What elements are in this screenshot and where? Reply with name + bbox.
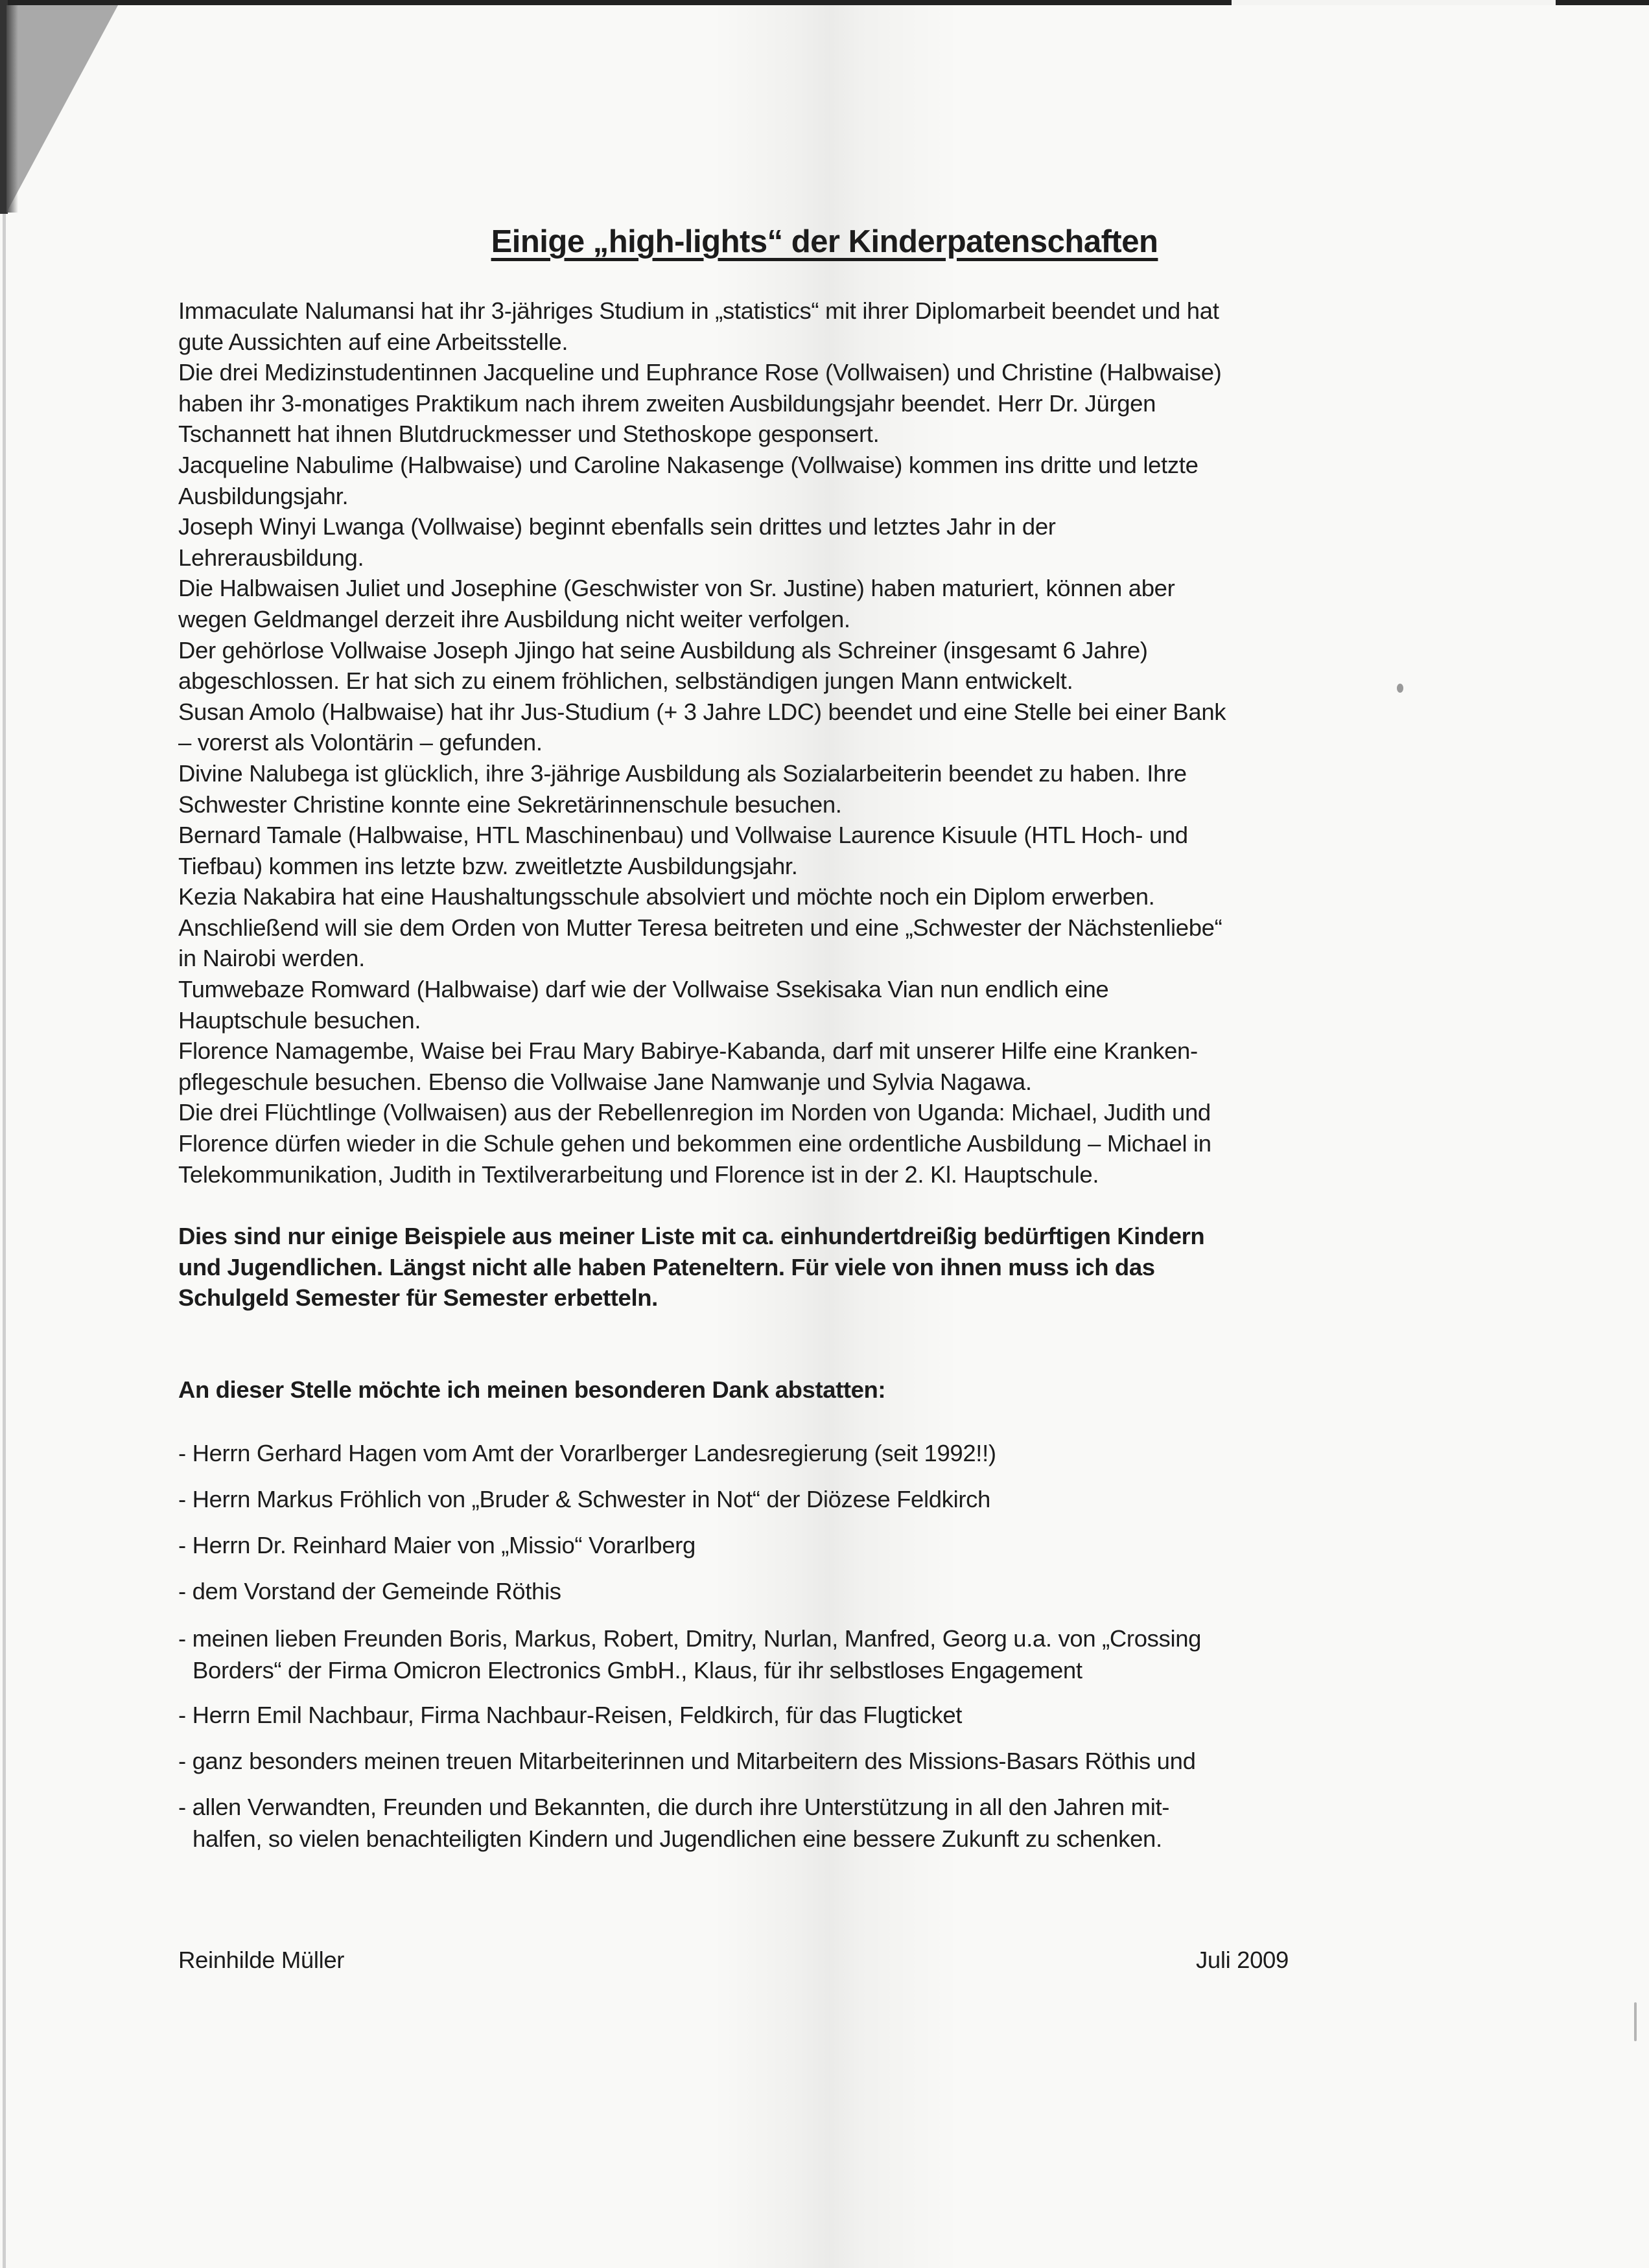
body-line: Schwester Christine konnte eine Sekretärinnenschule besuchen. [178,791,842,818]
body-line: Jacqueline Nabulime (Halbwaise) und Caroline Nakasenge (Vollwaise) kommen ins dritte und letzte [178,451,1199,478]
signature: Reinhilde Müller [178,1947,345,1973]
body-line: Hauptschule besuchen. [178,1006,421,1034]
body-line: Joseph Winyi Lwanga (Vollwaise) beginnt ebenfalls sein drittes und letztes Jahr in der [178,513,1056,540]
highlights-body [178,295,1468,1190]
summary-paragraph [178,1221,1468,1313]
body-line: Die drei Flüchtlinge (Vollwaisen) aus der Rebellenregion im Norden von Uganda: Michael, Judith und [178,1099,1211,1126]
body-line: in Nairobi werden. [178,945,365,972]
thanks-item-text: - allen Verwandten, Freunden und Bekannten, die durch ihre Unterstützung in all den Jahren mit- [178,1794,1170,1820]
body-line: Florence dürfen wieder in die Schule gehen und bekommen eine ordentliche Ausbildung – Michael in [178,1130,1211,1157]
scan-mark [1634,2002,1637,2041]
thanks-item-continuation: Borders“ der Firma Omicron Electronics GmbH., Klaus, für ihr selbstloses Engagement [193,1657,1082,1684]
scan-edge-left-thin [3,214,6,2268]
scan-edge-gap [1232,0,1556,5]
body-line: haben ihr 3-monatiges Praktikum nach ihrem zweiten Ausbildungsjahr beendet. Herr Dr. Jürgen [178,389,1156,417]
document-title: Einige „high-lights“ der Kinderpatenschaften [491,224,1158,259]
body-line: Die drei Medizinstudentinnen Jacqueline und Euphrance Rose (Vollwaisen) und Christine (Halbwaise) [178,359,1222,386]
thanks-item-text: - dem Vorstand der Gemeinde Röthis [178,1578,561,1604]
thanks-item [178,1437,996,1469]
thanks-item-text: - Herrn Dr. Reinhard Maier von „Missio“ Vorarlberg [178,1532,696,1558]
body-line: abgeschlossen. Er hat sich zu einem fröhlichen, selbständigen jungen Mann entwickelt. [178,667,1073,695]
body-line: – vorerst als Volontärin – gefunden. [178,729,543,756]
thanks-item [178,1575,561,1607]
body-line: Divine Nalubega ist glücklich, ihre 3-jährige Ausbildung als Sozialarbeiterin beendet zu haben. Ihre [178,759,1187,787]
folded-corner-shadow [6,5,18,213]
thanks-item-text: - Herrn Emil Nachbaur, Firma Nachbaur-Reisen, Feldkirch, für das Flugticket [178,1702,963,1728]
body-line: Die Halbwaisen Juliet und Josephine (Geschwister von Sr. Justine) haben maturiert, können aber [178,575,1175,602]
thanks-item [178,1699,962,1731]
body-line: Susan Amolo (Halbwaise) hat ihr Jus-Studium (+ 3 Jahre LDC) beendet und eine Stelle bei einer Bank [178,698,1226,725]
thanks-item [178,1623,1201,1686]
body-line: pflegeschule besuchen. Ebenso die Vollwaise Jane Namwanje und Sylvia Nagawa. [178,1068,1032,1095]
document-date: Juli 2009 [1196,1947,1289,1973]
body-line: Lehrerausbildung. [178,544,364,571]
folded-corner [6,5,118,213]
thanks-item [178,1483,990,1515]
thanks-item [178,1529,696,1561]
thanks-item-text: - ganz besonders meinen treuen Mitarbeiterinnen und Mitarbeitern des Missions-Basars Röthis und [178,1748,1196,1774]
body-line: Der gehörlose Vollwaise Joseph Jjingo hat seine Ausbildung als Schreiner (insgesamt 6 Jahre) [178,636,1148,664]
thanks-item-continuation: halfen, so vielen benachteiligten Kindern und Jugendlichen eine bessere Zukunft zu schenken. [193,1825,1162,1852]
body-line: gute Aussichten auf eine Arbeitsstelle. [178,328,568,355]
body-line: Ausbildungsjahr. [178,482,349,509]
body-line: wegen Geldmangel derzeit ihre Ausbildung nicht weiter verfolgen. [178,605,850,632]
body-line: Bernard Tamale (Halbwaise, HTL Maschinenbau) und Vollwaise Laurence Kisuule (HTL Hoch- und [178,822,1188,849]
thanks-item [178,1745,1196,1777]
thanks-item-text: - Herrn Gerhard Hagen vom Amt der Vorarlberger Landesregierung (seit 1992!!) [178,1440,996,1466]
summary-line: Schulgeld Semester für Semester erbetteln. [178,1284,658,1312]
body-line: Telekommunikation, Judith in Textilverarbeitung und Florence ist in der 2. Kl. Hauptschule. [178,1161,1099,1188]
body-line: Tiefbau) kommen ins letzte bzw. zweitletzte Ausbildungsjahr. [178,852,798,879]
body-line: Tschannett hat ihnen Blutdruckmesser und Stethoskope gesponsert. [178,421,880,448]
thanks-item [178,1791,1169,1855]
body-line: Tumwebaze Romward (Halbwaise) darf wie der Vollwaise Ssekisaka Vian nun endlich eine [178,976,1109,1003]
summary-line: und Jugendlichen. Längst nicht alle haben Pateneltern. Für viele von ihnen muss ich das [178,1253,1155,1280]
summary-line: Dies sind nur einige Beispiele aus meiner Liste mit ca. einhundertdreißig bedürftigen Kindern [178,1223,1205,1249]
body-line: Florence Namagembe, Waise bei Frau Mary Babirye-Kabanda, darf mit unserer Hilfe eine Kranken- [178,1037,1198,1065]
body-line: Anschließend will sie dem Orden von Mutter Teresa beitreten und eine „Schwester der Nächstenliebe“ [178,914,1222,941]
thanks-heading: An dieser Stelle möchte ich meinen besonderen Dank abstatten: [178,1376,886,1403]
body-line: Kezia Nakabira hat eine Haushaltungsschule absolviert und möchte noch ein Diplom erwerben. [178,883,1155,910]
body-line: Immaculate Nalumansi hat ihr 3-jähriges Studium in „statistics“ mit ihrer Diplomarbeit beendet und hat [178,297,1219,324]
thanks-item-text: - Herrn Markus Fröhlich von „Bruder & Schwester in Not“ der Diözese Feldkirch [178,1486,990,1512]
thanks-item-text: - meinen lieben Freunden Boris, Markus, Robert, Dmitry, Nurlan, Manfred, Georg u.a. von „Crossing [178,1625,1202,1652]
